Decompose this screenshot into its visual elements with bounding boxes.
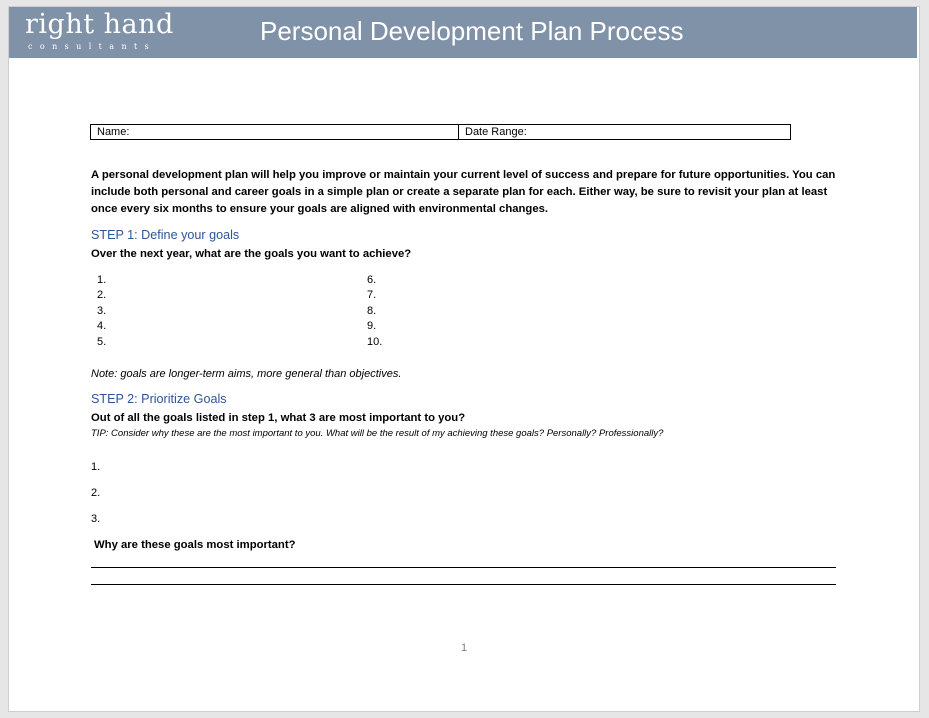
page-number: 1 bbox=[461, 642, 468, 654]
date-range-field[interactable]: Date Range: bbox=[465, 126, 527, 138]
goal-number: 9. bbox=[367, 320, 377, 332]
goal-number: 1. bbox=[97, 274, 107, 286]
answer-line bbox=[91, 584, 836, 585]
name-field[interactable]: Name: bbox=[91, 125, 459, 139]
logo-text: right hand bbox=[25, 9, 174, 40]
why-question: Why are these goals most important? bbox=[94, 539, 296, 551]
goal-number: 10. bbox=[367, 336, 383, 348]
goal-number: 4. bbox=[97, 320, 107, 332]
priority-number: 1. bbox=[91, 461, 101, 473]
answer-line bbox=[91, 567, 836, 568]
goal-number: 8. bbox=[367, 305, 377, 317]
step2-tip: TIP: Consider why these are the most important to you. What will be the result of my achieving these goals? Personally? Professionally? bbox=[91, 428, 664, 439]
goals-note: Note: goals are longer-term aims, more general than objectives. bbox=[91, 368, 402, 380]
step1-question: Over the next year, what are the goals you want to achieve? bbox=[91, 248, 412, 260]
intro-paragraph: A personal development plan will help you improve or maintain your current level of success and prepare for future opportunities. You can include both personal and career goals in a simple plan or create a separate plan for each. Either way, be sure to revisit your plan at least once every six months to ensure your goals are aligned with environmental changes. bbox=[91, 169, 836, 215]
priority-number: 3. bbox=[91, 513, 101, 525]
step2-question: Out of all the goals listed in step 1, what 3 are most important to you? bbox=[91, 412, 466, 424]
document-title: Personal Development Plan Process bbox=[260, 16, 684, 46]
goal-number: 3. bbox=[97, 305, 107, 317]
step1-heading: STEP 1: Define your goals bbox=[91, 228, 240, 242]
step2-heading: STEP 2: Prioritize Goals bbox=[91, 392, 227, 406]
header-banner bbox=[9, 7, 917, 58]
document-page bbox=[8, 6, 920, 712]
goal-number: 6. bbox=[367, 274, 377, 286]
goal-number: 5. bbox=[97, 336, 107, 348]
goal-number: 2. bbox=[97, 289, 107, 301]
info-table bbox=[90, 124, 791, 140]
priority-number: 2. bbox=[91, 487, 101, 499]
goal-number: 7. bbox=[367, 289, 377, 301]
logo-subtext: consultants bbox=[28, 42, 157, 51]
